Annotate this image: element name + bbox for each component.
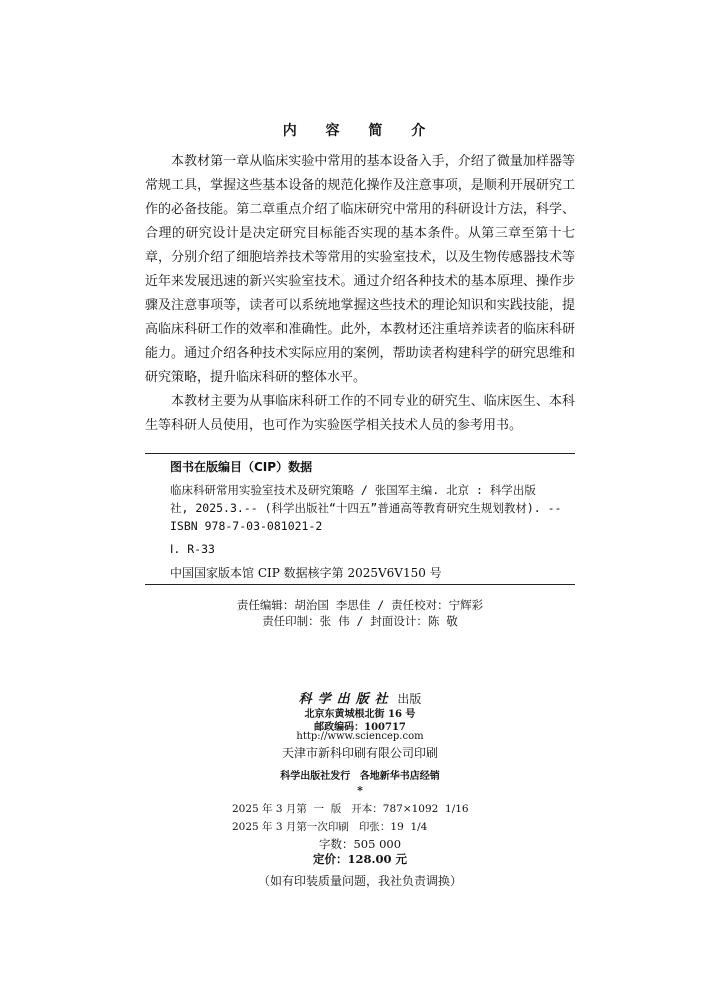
printer-line: 天津市新科印刷有限公司印刷 [281, 746, 438, 760]
cip-record-line-2: 社, 2025.3.-- (科学出版社“十四五”普通高等教育研究生规划教材). -- [170, 501, 562, 515]
cip-top-divider [145, 453, 575, 454]
edition-line-2: 2025 年 3 月第一次印刷 印张：19 1/4 [232, 821, 428, 833]
publisher-address: 北京东黄城根北街 16 号 [304, 709, 416, 720]
editors-line-2: 责任印制：张 伟 / 封面设计：陈 敬 [262, 614, 458, 628]
cip-bottom-divider [145, 584, 575, 585]
editors-line-1: 责任编辑：胡治国 李思佳 / 责任校对：宁辉彩 [236, 598, 484, 612]
publisher-url: http://www.sciencep.com [296, 731, 424, 742]
content-summary [145, 150, 575, 438]
quality-notice: （如有印装质量问题，我社负责调换） [257, 874, 462, 888]
cip-record [170, 481, 580, 535]
summary-paragraph-1: 本教材第一章从临床实验中常用的基本设备入手，介绍了微量加样器等常规工具，掌握这些基本设备的规范化操作及注意事项，是顺利开展研究工作的必备技能。第二章重点介绍了临床研究中常用的科研设计方法，科学、合理的研究设计是决定研究目标能否实现的基本条件。从第三章至第十七章，分别介绍了细胞培养技术等常用的实验室技术，以及生物传感器技术等近年来发展迅速的新兴实验室技术。通过介绍各种技术的基本原理、操作步骤及注意事项等，读者可以系统地掌握这些技术的理论知识和实践技能，提高临床科研工作的效率和准确性。此外，本教材还注重培养读者的临床科研能力。通过介绍各种技术实际应用的案例，帮助读者构建科学的研究思维和研究策略，提升临床科研的整体水平。 [145, 154, 575, 385]
publisher-name: 科学出版社 [298, 692, 394, 707]
cip-record-line-3: ISBN 978-7-03-081021-2 [170, 519, 323, 533]
cip-heading: 图书在版编目（CIP）数据 [170, 460, 313, 474]
word-count: 字数：505 000 [318, 837, 402, 851]
page-title: 内 容 简 介 [282, 123, 438, 139]
edition-line-1: 2025 年 3 月第 一 版 开本：787×1092 1/16 [232, 803, 469, 815]
separator-star: * [357, 784, 363, 797]
publisher-zip: 邮政编码：100717 [314, 722, 406, 733]
cip-check-number: 中国国家版本馆 CIP 数据核字第 2025V6V150 号 [170, 566, 442, 580]
distribution-line: 科学出版社发行 各地新华书店经销 [280, 771, 440, 782]
price: 定价：128.00 元 [312, 852, 407, 866]
publisher-suffix: 出版 [393, 692, 422, 706]
summary-paragraph-2: 本教材主要为从事临床科研工作的不同专业的研究生、临床医生、本科生等科研人员使用，也可作为实验医学相关技术人员的参考用书。 [145, 394, 575, 433]
cip-classification: Ⅰ. R-33 [170, 542, 215, 556]
cip-record-line-1: 临床科研常用实验室技术及研究策略 / 张国军主编. 北京 : 科学出版 [170, 483, 536, 497]
